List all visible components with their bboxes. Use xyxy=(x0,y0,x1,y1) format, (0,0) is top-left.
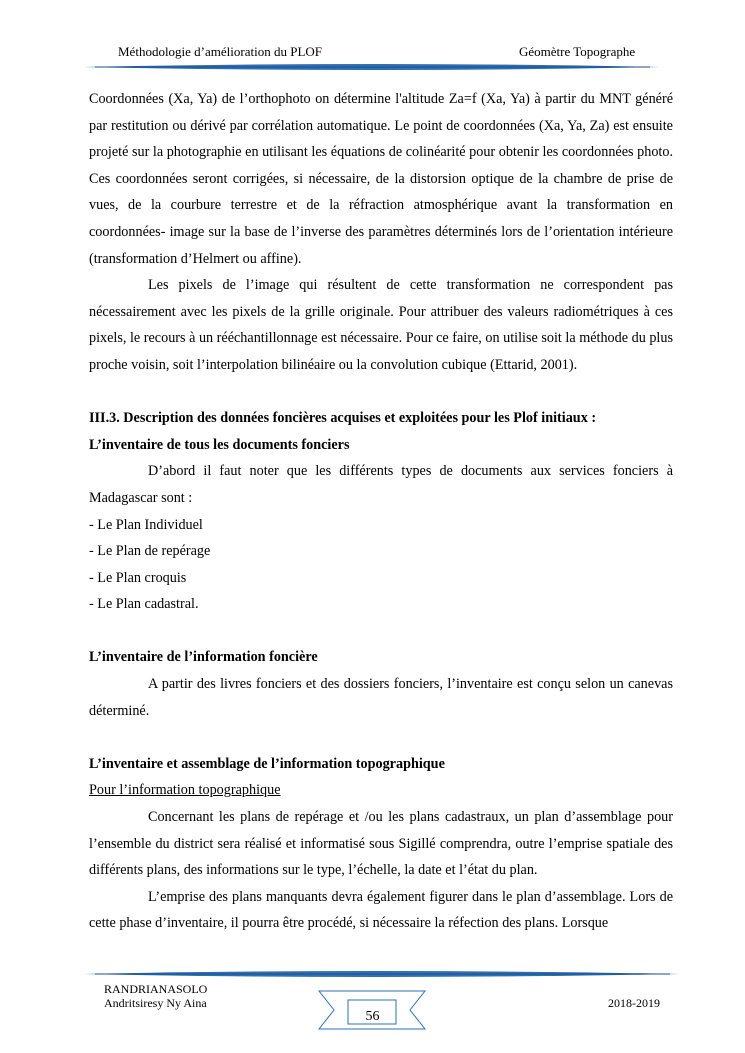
list-item: - Le Plan Individuel xyxy=(89,516,203,533)
subheading: L’inventaire de l’information foncière xyxy=(89,649,318,666)
header-left-title: Méthodologie d’amélioration du PLOF xyxy=(118,44,323,59)
subheading: L’inventaire et assemblage de l’information topographique xyxy=(89,755,445,772)
footer-year: 2018-2019 xyxy=(608,996,660,1010)
header-right-title: Géomètre Topographe xyxy=(519,44,636,59)
header-rule xyxy=(0,60,745,74)
paragraph: Les pixels de l’image qui résultent de cette transformation ne correspondent pas nécessairement avec les pixels de la grille originale. Pour attribuer des valeurs radiométriques à ces pixels, le recours à un rééchantillonnage est nécessaire. Pour ce faire, on utilise soit la méthode du plus proche voisin, soit l’interpolation bilinéaire ou la convolution cubique (Ettarid, 2001). xyxy=(89,277,673,373)
paragraph: Coordonnées (Xa, Ya) de l’orthophoto on détermine l'altitude Za=f (Xa, Ya) à partir du MNT généré par restitution ou dérivé par corrélation automatique. Le point de coordonnées (Xa, Ya, Za) est ensuite projeté sur la photographie en utilisant les équations de colinéarité pour obtenir les coordonnées photo. Ces coordonnées seront corrigées, si nécessaire, de la distorsion optique de la chambre de prise de vues, de la courbure terrestre et de la réfraction atmosphérique avant la transformation en coordonnées- image sur la base de l’inverse des paramètres déterminés lors de l’orientation intérieure (transformation d’Helmert ou affine). xyxy=(89,91,673,267)
paragraph: Concernant les plans de repérage et /ou les plans cadastraux, un plan d’assemblage pour l’ensemble du district sera réalisé et informatisé sous Sigillé comprendra, outre l’emprise spatiale des différents plans, des informations sur le type, l’échelle, la date et l’état du plan. xyxy=(89,809,673,879)
footer-rule xyxy=(0,967,745,981)
underlined-subheading: Pour l’information topographique xyxy=(89,782,281,799)
subheading: L’inventaire de tous les documents fonciers xyxy=(89,436,350,453)
paragraph: L’emprise des plans manquants devra également figurer dans le plan d’assemblage. Lors de cette phase d’inventaire, il pourra être procédé, si nécessaire la réfection des plans. Lorsque xyxy=(89,888,673,932)
page-number: 56 xyxy=(365,1009,380,1024)
footer-author-line2: Andritsiresy Ny Aina xyxy=(104,996,207,1010)
paragraph: A partir des livres fonciers et des dossiers fonciers, l’inventaire est conçu selon un canevas déterminé. xyxy=(89,676,673,719)
list-item: - Le Plan de repérage xyxy=(89,543,211,560)
section-heading: III.3. Description des données foncières acquises et exploitées pour les Plof initiaux : xyxy=(89,410,597,427)
list-item: - Le Plan cadastral. xyxy=(89,596,199,613)
list-item: - Le Plan croquis xyxy=(89,569,187,586)
footer-author-line1: RANDRIANASOLO xyxy=(104,982,208,996)
paragraph: D’abord il faut noter que les différents types de documents aux services fonciers à Madagascar sont : xyxy=(89,463,673,506)
page-body xyxy=(89,86,673,937)
